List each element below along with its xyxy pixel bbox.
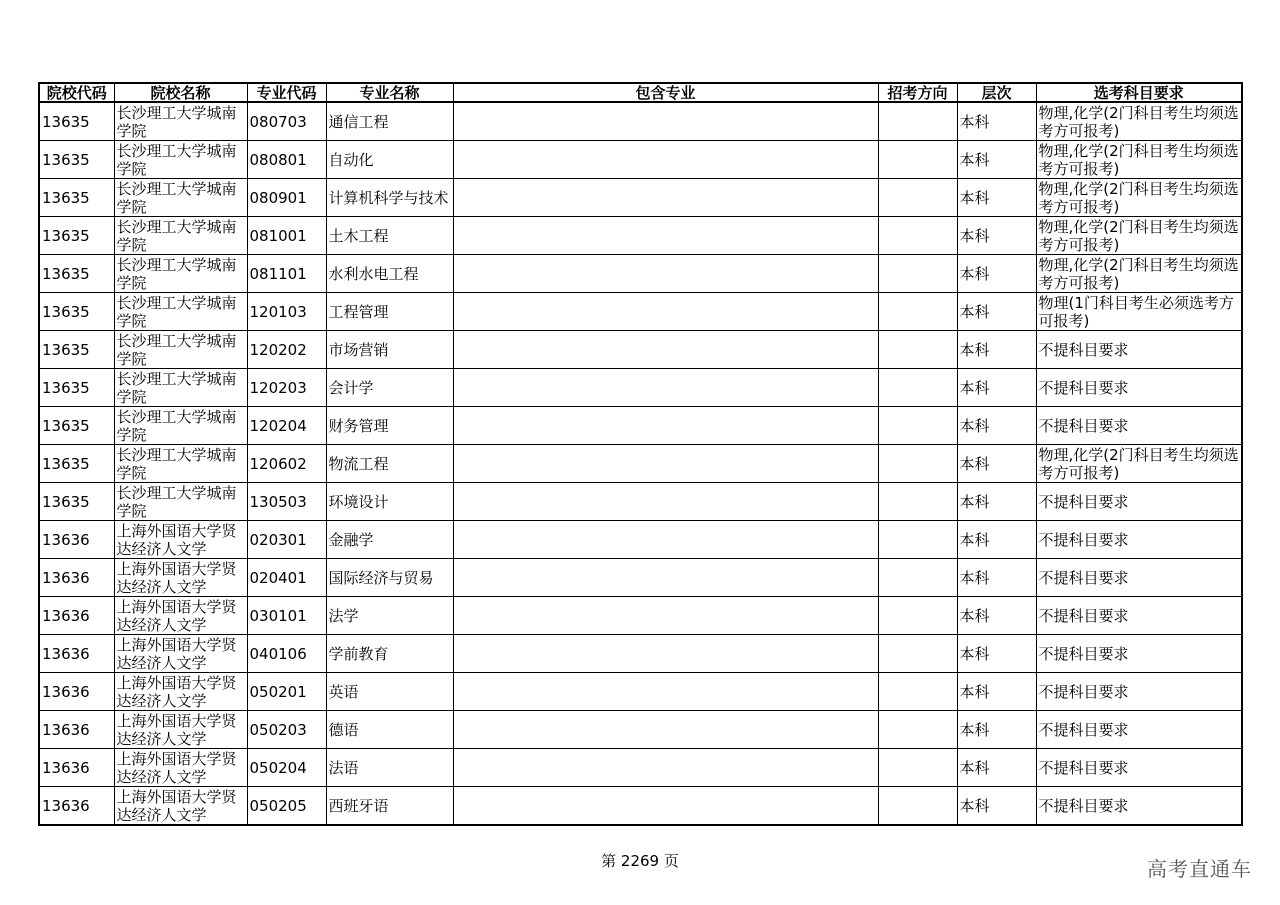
level-cell: 本科 — [957, 749, 1036, 787]
school-name-cell: 长沙理工大学城南学院 — [114, 331, 247, 369]
major-code-cell: 120103 — [247, 293, 326, 331]
level-cell: 本科 — [957, 255, 1036, 293]
header-school-code: 院校代码 — [39, 83, 114, 102]
school-name-cell: 长沙理工大学城南学院 — [114, 369, 247, 407]
subject-requirement-cell: 不提科目要求 — [1036, 597, 1242, 635]
major-code-cell: 120203 — [247, 369, 326, 407]
school-code-cell: 13635 — [39, 255, 114, 293]
direction-cell — [878, 102, 957, 141]
major-name-cell: 物流工程 — [326, 445, 453, 483]
school-code-cell: 13635 — [39, 179, 114, 217]
school-name-cell: 上海外国语大学贤达经济人文学 — [114, 673, 247, 711]
major-code-cell: 030101 — [247, 597, 326, 635]
major-name-cell: 土木工程 — [326, 217, 453, 255]
subject-requirement-cell: 不提科目要求 — [1036, 559, 1242, 597]
school-name-cell: 上海外国语大学贤达经济人文学 — [114, 711, 247, 749]
table-row — [39, 179, 1242, 217]
table-row — [39, 102, 1242, 141]
subject-requirement-cell: 物理,化学(2门科目考生均须选考方可报考) — [1036, 179, 1242, 217]
level-cell: 本科 — [957, 179, 1036, 217]
level-cell: 本科 — [957, 293, 1036, 331]
header-included-majors: 包含专业 — [453, 83, 878, 102]
major-name-cell: 环境设计 — [326, 483, 453, 521]
included-majors-cell — [453, 179, 878, 217]
subject-requirement-cell: 不提科目要求 — [1036, 787, 1242, 826]
major-name-cell: 财务管理 — [326, 407, 453, 445]
major-name-cell: 会计学 — [326, 369, 453, 407]
school-code-cell: 13636 — [39, 597, 114, 635]
level-cell: 本科 — [957, 102, 1036, 141]
major-code-cell: 120602 — [247, 445, 326, 483]
direction-cell — [878, 255, 957, 293]
school-code-cell: 13636 — [39, 521, 114, 559]
admission-requirements-table — [38, 82, 1243, 826]
school-name-cell: 长沙理工大学城南学院 — [114, 179, 247, 217]
school-code-cell: 13635 — [39, 293, 114, 331]
direction-cell — [878, 483, 957, 521]
subject-requirement-cell: 不提科目要求 — [1036, 521, 1242, 559]
school-code-cell: 13636 — [39, 787, 114, 826]
table-row — [39, 673, 1242, 711]
major-code-cell: 080801 — [247, 141, 326, 179]
major-name-cell: 西班牙语 — [326, 787, 453, 826]
included-majors-cell — [453, 635, 878, 673]
school-name-cell: 长沙理工大学城南学院 — [114, 255, 247, 293]
direction-cell — [878, 217, 957, 255]
included-majors-cell — [453, 787, 878, 826]
subject-requirement-cell: 不提科目要求 — [1036, 749, 1242, 787]
major-code-cell: 080703 — [247, 102, 326, 141]
included-majors-cell — [453, 673, 878, 711]
header-major-code: 专业代码 — [247, 83, 326, 102]
header-school-name: 院校名称 — [114, 83, 247, 102]
major-name-cell: 水利水电工程 — [326, 255, 453, 293]
table-row — [39, 141, 1242, 179]
level-cell: 本科 — [957, 141, 1036, 179]
subject-requirement-cell: 不提科目要求 — [1036, 369, 1242, 407]
school-code-cell: 13636 — [39, 673, 114, 711]
school-name-cell: 长沙理工大学城南学院 — [114, 293, 247, 331]
table-row — [39, 407, 1242, 445]
watermark: 高考直通车 — [1147, 857, 1252, 881]
header-direction: 招考方向 — [878, 83, 957, 102]
level-cell: 本科 — [957, 635, 1036, 673]
school-name-cell: 上海外国语大学贤达经济人文学 — [114, 559, 247, 597]
table-row — [39, 711, 1242, 749]
direction-cell — [878, 597, 957, 635]
direction-cell — [878, 407, 957, 445]
level-cell: 本科 — [957, 369, 1036, 407]
school-name-cell: 长沙理工大学城南学院 — [114, 141, 247, 179]
school-name-cell: 长沙理工大学城南学院 — [114, 483, 247, 521]
major-code-cell: 080901 — [247, 179, 326, 217]
major-name-cell: 法语 — [326, 749, 453, 787]
major-name-cell: 通信工程 — [326, 102, 453, 141]
major-name-cell: 金融学 — [326, 521, 453, 559]
table-header-row — [39, 83, 1242, 102]
school-code-cell: 13635 — [39, 445, 114, 483]
direction-cell — [878, 179, 957, 217]
direction-cell — [878, 749, 957, 787]
major-code-cell: 050204 — [247, 749, 326, 787]
school-code-cell: 13635 — [39, 141, 114, 179]
table-row — [39, 559, 1242, 597]
school-name-cell: 上海外国语大学贤达经济人文学 — [114, 749, 247, 787]
table-body — [39, 102, 1242, 825]
school-name-cell: 长沙理工大学城南学院 — [114, 217, 247, 255]
included-majors-cell — [453, 483, 878, 521]
major-code-cell: 081001 — [247, 217, 326, 255]
included-majors-cell — [453, 141, 878, 179]
included-majors-cell — [453, 369, 878, 407]
level-cell: 本科 — [957, 597, 1036, 635]
subject-requirement-cell: 物理,化学(2门科目考生均须选考方可报考) — [1036, 217, 1242, 255]
school-name-cell: 上海外国语大学贤达经济人文学 — [114, 597, 247, 635]
table-row — [39, 331, 1242, 369]
major-code-cell: 050205 — [247, 787, 326, 826]
included-majors-cell — [453, 749, 878, 787]
major-name-cell: 工程管理 — [326, 293, 453, 331]
major-code-cell: 020401 — [247, 559, 326, 597]
included-majors-cell — [453, 559, 878, 597]
table-row — [39, 787, 1242, 826]
subject-requirement-cell: 物理,化学(2门科目考生均须选考方可报考) — [1036, 141, 1242, 179]
school-code-cell: 13636 — [39, 749, 114, 787]
major-name-cell: 自动化 — [326, 141, 453, 179]
school-code-cell: 13635 — [39, 331, 114, 369]
table-row — [39, 635, 1242, 673]
header-level: 层次 — [957, 83, 1036, 102]
school-code-cell: 13635 — [39, 369, 114, 407]
school-name-cell: 上海外国语大学贤达经济人文学 — [114, 787, 247, 826]
included-majors-cell — [453, 407, 878, 445]
direction-cell — [878, 331, 957, 369]
school-code-cell: 13635 — [39, 217, 114, 255]
table-row — [39, 217, 1242, 255]
level-cell: 本科 — [957, 407, 1036, 445]
major-name-cell: 国际经济与贸易 — [326, 559, 453, 597]
direction-cell — [878, 369, 957, 407]
level-cell: 本科 — [957, 217, 1036, 255]
school-name-cell: 长沙理工大学城南学院 — [114, 102, 247, 141]
table-row — [39, 483, 1242, 521]
direction-cell — [878, 445, 957, 483]
school-code-cell: 13636 — [39, 635, 114, 673]
subject-requirement-cell: 不提科目要求 — [1036, 331, 1242, 369]
subject-requirement-cell: 不提科目要求 — [1036, 635, 1242, 673]
major-name-cell: 市场营销 — [326, 331, 453, 369]
level-cell: 本科 — [957, 331, 1036, 369]
major-code-cell: 040106 — [247, 635, 326, 673]
included-majors-cell — [453, 521, 878, 559]
level-cell: 本科 — [957, 483, 1036, 521]
subject-requirement-cell: 物理,化学(2门科目考生均须选考方可报考) — [1036, 445, 1242, 483]
direction-cell — [878, 559, 957, 597]
page-number: 第 2269 页 — [601, 852, 679, 870]
direction-cell — [878, 293, 957, 331]
table-row — [39, 255, 1242, 293]
school-code-cell: 13635 — [39, 102, 114, 141]
school-name-cell: 上海外国语大学贤达经济人文学 — [114, 635, 247, 673]
school-code-cell: 13636 — [39, 559, 114, 597]
level-cell: 本科 — [957, 711, 1036, 749]
major-name-cell: 德语 — [326, 711, 453, 749]
table-row — [39, 369, 1242, 407]
major-code-cell: 130503 — [247, 483, 326, 521]
subject-requirement-cell: 物理,化学(2门科目考生均须选考方可报考) — [1036, 102, 1242, 141]
level-cell: 本科 — [957, 445, 1036, 483]
school-name-cell: 长沙理工大学城南学院 — [114, 445, 247, 483]
major-name-cell: 计算机科学与技术 — [326, 179, 453, 217]
school-name-cell: 长沙理工大学城南学院 — [114, 407, 247, 445]
major-name-cell: 学前教育 — [326, 635, 453, 673]
included-majors-cell — [453, 445, 878, 483]
school-code-cell: 13635 — [39, 483, 114, 521]
header-major-name: 专业名称 — [326, 83, 453, 102]
table-row — [39, 521, 1242, 559]
subject-requirement-cell: 物理,化学(2门科目考生均须选考方可报考) — [1036, 255, 1242, 293]
included-majors-cell — [453, 293, 878, 331]
level-cell: 本科 — [957, 673, 1036, 711]
direction-cell — [878, 141, 957, 179]
direction-cell — [878, 635, 957, 673]
direction-cell — [878, 711, 957, 749]
included-majors-cell — [453, 597, 878, 635]
major-name-cell: 法学 — [326, 597, 453, 635]
major-code-cell: 050203 — [247, 711, 326, 749]
major-name-cell: 英语 — [326, 673, 453, 711]
major-code-cell: 020301 — [247, 521, 326, 559]
table-row — [39, 597, 1242, 635]
major-code-cell: 081101 — [247, 255, 326, 293]
level-cell: 本科 — [957, 521, 1036, 559]
level-cell: 本科 — [957, 787, 1036, 826]
school-name-cell: 上海外国语大学贤达经济人文学 — [114, 521, 247, 559]
school-code-cell: 13635 — [39, 407, 114, 445]
table-row — [39, 749, 1242, 787]
school-code-cell: 13636 — [39, 711, 114, 749]
subject-requirement-cell: 不提科目要求 — [1036, 407, 1242, 445]
major-code-cell: 120204 — [247, 407, 326, 445]
subject-requirement-cell: 不提科目要求 — [1036, 711, 1242, 749]
included-majors-cell — [453, 255, 878, 293]
subject-requirement-cell: 不提科目要求 — [1036, 483, 1242, 521]
included-majors-cell — [453, 102, 878, 141]
level-cell: 本科 — [957, 559, 1036, 597]
table-row — [39, 293, 1242, 331]
major-code-cell: 120202 — [247, 331, 326, 369]
included-majors-cell — [453, 711, 878, 749]
direction-cell — [878, 673, 957, 711]
table-row — [39, 445, 1242, 483]
direction-cell — [878, 787, 957, 826]
included-majors-cell — [453, 331, 878, 369]
subject-requirement-cell: 物理(1门科目考生必须选考方可报考) — [1036, 293, 1242, 331]
included-majors-cell — [453, 217, 878, 255]
header-subject-requirement: 选考科目要求 — [1036, 83, 1242, 102]
subject-requirement-cell: 不提科目要求 — [1036, 673, 1242, 711]
direction-cell — [878, 521, 957, 559]
major-code-cell: 050201 — [247, 673, 326, 711]
